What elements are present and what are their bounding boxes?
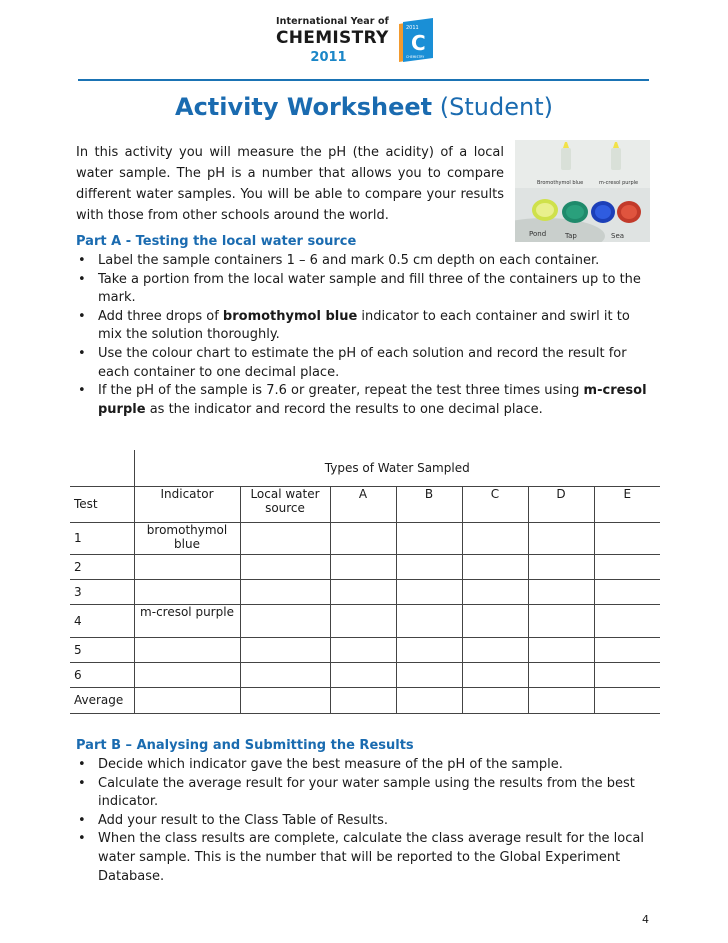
- indicator-cell: m-cresol purple: [134, 604, 240, 637]
- photo-label-bromo: Bromothymol blue: [537, 180, 584, 186]
- list-item: • When the class results are complete, calculate the class average result for the local water sample. This is the number that will be reported to the Global Experiment Database.: [76, 830, 656, 886]
- page-title: [0, 93, 728, 121]
- list-item: • Decide which indicator gave the best measure of the pH of the sample.: [76, 756, 656, 775]
- list-item: • Calculate the average result for your water sample using the results from the best indicator.: [76, 775, 656, 812]
- col-c-header: C: [462, 486, 528, 522]
- badge-word: CHEMISTRY: [406, 55, 425, 59]
- badge-year: 2011: [406, 25, 419, 31]
- col-local-header: Local water source: [240, 486, 330, 522]
- part-b-list: [76, 756, 656, 886]
- results-table: [70, 450, 660, 714]
- col-test-header: Test: [70, 486, 134, 522]
- table-row: 6: [70, 662, 660, 687]
- list-item: • Add your result to the Class Table of Results.: [76, 812, 656, 831]
- list-item: • If the pH of the sample is 7.6 or greater, repeat the test three times using m-cresol purple as the indicator and record the results to one decimal place.: [76, 382, 656, 419]
- col-d-header: D: [528, 486, 594, 522]
- list-item: • Label the sample containers 1 – 6 and mark 0.5 cm depth on each container.: [76, 252, 656, 271]
- page-number: 4: [642, 913, 649, 926]
- list-item: • Take a portion from the local water sample and fill three of the containers up to the mark.: [76, 271, 656, 308]
- part-a-list: [76, 252, 656, 419]
- part-a-heading: Part A - Testing the local water source: [76, 234, 357, 249]
- photo-label-mcresol: m-cresol purple: [599, 180, 639, 186]
- logo-line1: International Year of: [276, 16, 389, 27]
- table-row: 4 m-cresol purple: [70, 604, 660, 637]
- list-item: • Use the colour chart to estimate the pH of each solution and record the result for each container to one decimal place.: [76, 345, 656, 382]
- col-b-header: B: [396, 486, 462, 522]
- photo-label-pond: Pond: [529, 230, 547, 238]
- col-e-header: E: [594, 486, 660, 522]
- title-main: Activity Worksheet: [175, 93, 433, 121]
- table-row: 2: [70, 554, 660, 579]
- table-row: 5: [70, 637, 660, 662]
- logo-line3: 2011: [310, 50, 347, 65]
- table-row: Average: [70, 687, 660, 713]
- indicator-cell: bromothymol blue: [134, 522, 240, 554]
- part-b-heading: Part B – Analysing and Submitting the Results: [76, 738, 414, 753]
- title-sub: (Student): [439, 93, 553, 121]
- badge-letter: C: [411, 31, 426, 55]
- col-a-header: A: [330, 486, 396, 522]
- chemistry-cube-icon: [397, 18, 435, 64]
- logo-line2: CHEMISTRY: [276, 28, 389, 48]
- table-row: 3: [70, 579, 660, 604]
- samples-photo: [515, 140, 650, 242]
- group-header: Types of Water Sampled: [134, 450, 660, 486]
- table-row: 1 bromothymol blue: [70, 522, 660, 554]
- photo-label-tap: Tap: [565, 232, 577, 240]
- intro-paragraph: In this activity you will measure the pH (the acidity) of a local water sample. The pH is a number that allows you to compare different water samples. You will be able to compare your results with those from other schools around the world.: [76, 145, 504, 223]
- col-indicator-header: Indicator: [134, 486, 240, 522]
- list-item: • Add three drops of bromothymol blue indicator to each container and swirl it to mix the solution thoroughly.: [76, 308, 656, 345]
- photo-label-sea: Sea: [611, 232, 625, 240]
- blank-cell: [70, 450, 134, 486]
- header-rule: [78, 79, 649, 81]
- iyc-logo: [276, 14, 441, 72]
